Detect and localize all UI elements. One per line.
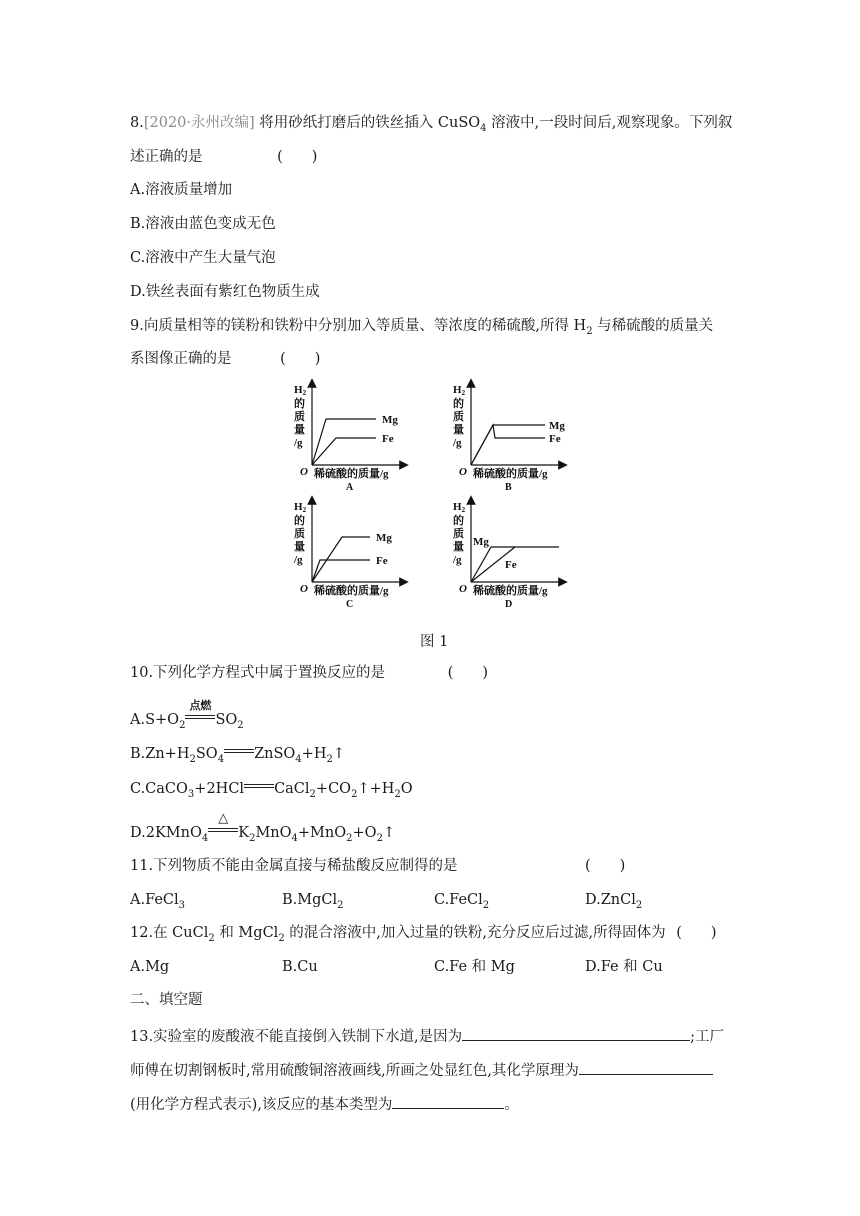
q12-stem: 12.在 CuCl$_2$ 和 MgCl$_2$ 的混合溶液中,加入过量的铁粉,充分反应后过滤,所得固体为 ( ) bbox=[130, 925, 717, 944]
y-axis-label-sub: 2 bbox=[461, 389, 466, 397]
fe-line bbox=[471, 425, 545, 465]
origin-label: O bbox=[300, 466, 308, 478]
y-axis-label-sub: 2 bbox=[461, 506, 466, 514]
fe-label: Fe bbox=[505, 559, 517, 571]
mg-label: Mg bbox=[376, 532, 392, 544]
q10-option-c: C.CaCO$_3$+2HCl $CaCl_2+CO_2↑+H_2O$ bbox=[130, 781, 413, 800]
x-axis-label: 稀硫酸的质量/g bbox=[473, 468, 548, 480]
q13-blank-1[interactable] bbox=[462, 1025, 690, 1041]
y-axis-label-line: 质 bbox=[294, 411, 305, 423]
y-axis-label-line: 量 bbox=[294, 541, 305, 553]
reaction-equals-sign bbox=[244, 780, 274, 792]
q13-line1: 13.实验室的废酸液不能直接倒入铁制下水道,是因为 ;工厂 bbox=[130, 1025, 724, 1047]
y-axis-label-line: 量 bbox=[294, 424, 305, 436]
graph-panel-a bbox=[293, 383, 404, 493]
panel-label: B bbox=[505, 482, 512, 493]
fe-line bbox=[312, 560, 370, 582]
mg-line bbox=[312, 419, 376, 465]
x-axis-label: 稀硫酸的质量/g bbox=[314, 585, 389, 597]
q10-answer-paren: ( ) bbox=[447, 665, 488, 681]
q8-stem-line1: 8.[2020·永州改编] 将用砂纸打磨后的铁丝插入 CuSO$_4$ 溶液中,一段时间后,观察现象。下列叙 bbox=[130, 115, 733, 134]
q8-option-a: A.溶液质量增加 bbox=[130, 182, 233, 198]
q8-answer-paren: ( ) bbox=[277, 149, 318, 165]
q9-stem-line2: 系图像正确的是 ( ) bbox=[130, 351, 321, 367]
q11-stem: 11.下列物质不能由金属直接与稀盐酸反应制得的是 ( ) bbox=[130, 858, 626, 874]
y-axis-label-line: 质 bbox=[294, 528, 305, 540]
origin-label: O bbox=[459, 583, 467, 595]
q13-blank-2[interactable] bbox=[579, 1059, 713, 1075]
q13-line3: (用化学方程式表示),该反应的基本类型为 。 bbox=[130, 1093, 519, 1115]
graph-panel-c bbox=[293, 500, 404, 610]
q8-option-c: C.溶液中产生大量气泡 bbox=[130, 250, 276, 266]
reaction-equals-sign bbox=[224, 745, 254, 757]
fe-line bbox=[312, 438, 376, 465]
y-axis-label: H2 bbox=[294, 384, 307, 397]
q12-option-d: D.Fe 和 Cu bbox=[585, 959, 663, 975]
y-axis-label-line: /g bbox=[453, 437, 462, 449]
q10-option-a: $A.S+O_2$ 点燃 $SO_2$ bbox=[130, 699, 244, 731]
reaction-equals-sign: 点燃 bbox=[185, 711, 215, 723]
y-axis-label-line: 质 bbox=[453, 411, 464, 423]
q13-line2: 师傅在切割钢板时,常用硫酸铜溶液画线,所画之处显红色,其化学原理为 bbox=[130, 1059, 713, 1081]
y-axis-label-line: /g bbox=[453, 554, 462, 566]
y-axis-label-line: 的 bbox=[294, 398, 305, 410]
y-axis-label: H2 bbox=[294, 501, 307, 514]
q8-option-b: B.溶液由蓝色变成无色 bbox=[130, 216, 276, 232]
y-axis-label-line: 的 bbox=[453, 398, 464, 410]
graph-panel-d bbox=[452, 500, 563, 610]
y-axis-label-line: 的 bbox=[453, 515, 464, 527]
section-heading-fill-in: 二、填空题 bbox=[130, 992, 203, 1008]
origin-label: O bbox=[300, 583, 308, 595]
panel-label: A bbox=[346, 482, 354, 493]
q12-answer-paren: ( ) bbox=[676, 925, 717, 941]
y-axis-label-sub: 2 bbox=[302, 506, 307, 514]
q11-option-a: A.FeCl$_3$ bbox=[130, 892, 186, 911]
panel-label: C bbox=[346, 599, 354, 610]
fe-label: Fe bbox=[382, 433, 394, 445]
q8-stem-line2: 述正确的是 ( ) bbox=[130, 149, 318, 165]
y-axis-label-line: 质 bbox=[453, 528, 464, 540]
q9-answer-paren: ( ) bbox=[280, 351, 321, 367]
mg-label: Mg bbox=[549, 420, 565, 432]
q11-answer-paren: ( ) bbox=[585, 858, 626, 874]
y-axis-label-sub: 2 bbox=[302, 389, 307, 397]
origin-label: O bbox=[459, 466, 467, 478]
q11-option-d: D.ZnCl$_2$ bbox=[585, 892, 643, 911]
fe-label: Fe bbox=[376, 555, 388, 567]
mg-label: Mg bbox=[473, 536, 489, 548]
x-axis-label: 稀硫酸的质量/g bbox=[473, 585, 548, 597]
mg-label: Mg bbox=[382, 414, 398, 426]
y-axis-label-line: 量 bbox=[453, 541, 464, 553]
q12-option-a: A.Mg bbox=[130, 959, 170, 975]
fe-label: Fe bbox=[549, 433, 561, 445]
q12-option-c: C.Fe 和 Mg bbox=[434, 959, 515, 975]
panel-label: D bbox=[505, 599, 513, 610]
q11-option-b: B.MgCl$_2$ bbox=[282, 892, 344, 911]
figure-1-graphs bbox=[0, 375, 860, 635]
q8-source: [2020·永州改编] bbox=[143, 115, 255, 131]
q8-option-d: D.铁丝表面有紫红色物质生成 bbox=[130, 284, 320, 300]
y-axis-label: H2 bbox=[453, 501, 466, 514]
q12-option-b: B.Cu bbox=[282, 959, 318, 975]
q10-option-d: D.2KMnO$_4$ △ $K_2MnO_4+MnO_2+O_2↑$ bbox=[130, 811, 396, 844]
q9-stem-line1: 9.向质量相等的镁粉和铁粉中分别加入等质量、等浓度的稀硫酸,所得 $H_2$ 与稀硫酸的质量关 bbox=[130, 318, 714, 337]
y-axis-label-line: 的 bbox=[294, 515, 305, 527]
y-axis-label-line: /g bbox=[294, 437, 303, 449]
y-axis-label-line: 量 bbox=[453, 424, 464, 436]
q10-stem: 10.下列化学方程式中属于置换反应的是 ( ) bbox=[130, 665, 488, 681]
y-axis-label: H2 bbox=[453, 384, 466, 397]
y-axis-label-line: /g bbox=[294, 554, 303, 566]
figure-1-caption: 图 1 bbox=[420, 634, 449, 650]
q13-blank-3[interactable] bbox=[392, 1093, 504, 1109]
q10-option-b: $B.Zn+H_2SO_4$ $ZnSO_4+H_2↑$ bbox=[130, 746, 345, 765]
q11-option-c: C.FeCl$_2$ bbox=[434, 892, 490, 911]
x-axis-label: 稀硫酸的质量/g bbox=[314, 468, 389, 480]
graph-panel-b bbox=[452, 383, 565, 493]
reaction-equals-sign: △ bbox=[208, 824, 238, 836]
